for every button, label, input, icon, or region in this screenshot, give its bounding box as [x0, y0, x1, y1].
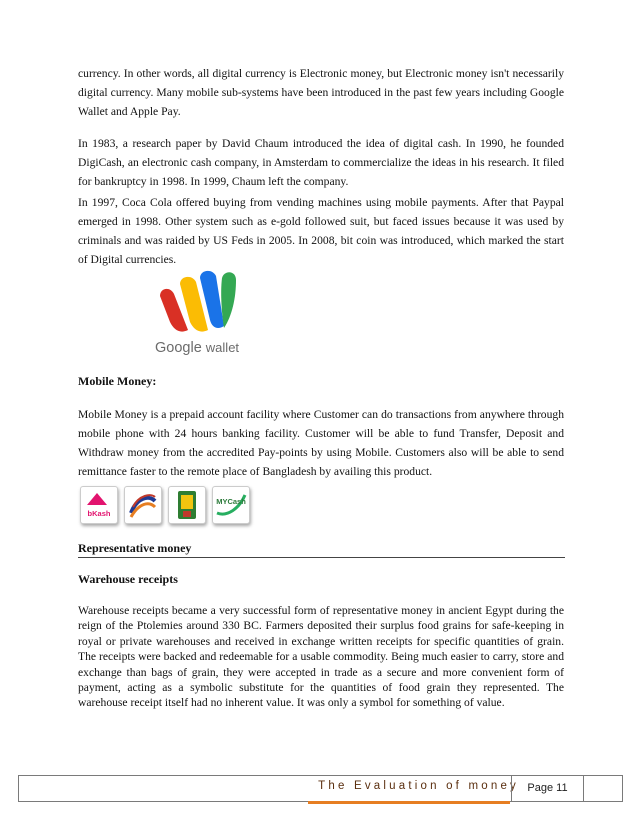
paragraph-mobile-payments-history: In 1997, Coca Cola offered buying from vending machines using mobile payments. After that Paypal emerged in 1998. Other system such as e-gold followed suit, but faced issues because it was used by criminals and was raided by US Feds in 2005. In 2008, bit coin was introduced, which marked the start of Digital currencies. [78, 196, 564, 266]
heading-mobile-money: Mobile Money: [78, 374, 157, 388]
paragraph-warehouse-receipts: Warehouse receipts became a very successful form of representative money in ancient Egypt during the reign of the Ptolemies around 330 BC. Farmers deposited their surplus food grains for safe-keeping in royal or private warehouses and received in exchange written receipts for specific quantities of grain. The receipts were backed and redeemable for a usable commodity. Being much easier to carry, store and exchange than bags of grain, they were accepted in trade as a secure and more convenient form of payment, acting as a symbolic substitute for the quantities of food grain they represented. The warehouse receipt itself had no inherent value. It was only a symbol for something of value. [78, 604, 564, 710]
google-wallet-logo [150, 268, 260, 364]
bkash-label: bKash [87, 509, 111, 518]
logo-google-text: Google [155, 340, 202, 356]
paragraph-digital-currency: currency. In other words, all digital currency is Electronic money, but Electronic money isn't necessarily digital currency. Many mobile sub-systems have been introduced in the past few years including Google Wallet and Apple Pay. [78, 67, 564, 118]
footer-title: The Evaluation of money [318, 780, 519, 792]
page-footer [18, 775, 623, 802]
google-wallet-icon [150, 268, 260, 338]
ucash-icon [168, 486, 206, 524]
logo-wallet-text: wallet [205, 340, 240, 355]
footer-accent-bar [308, 801, 510, 804]
paragraph-digicash-history: In 1983, a research paper by David Chaum introduced the idea of digital cash. In 1990, he founded DigiCash, an electronic cash company, in Amsterdam to commercialize the ideas in his research. It filed for bankruptcy in 1998. In 1999, Chaum left the company. [78, 137, 564, 188]
mobile-banking-logos [78, 486, 248, 526]
section-divider [78, 557, 565, 558]
heading-warehouse-receipts: Warehouse receipts [78, 572, 178, 586]
heading-representative-money: Representative money [78, 541, 192, 555]
mycash-icon [212, 486, 250, 524]
footer-page-number: Page 11 [511, 776, 584, 801]
dbbl-icon [124, 486, 162, 524]
bkash-icon [80, 486, 118, 524]
paragraph-mobile-money: Mobile Money is a prepaid account facility where Customer can do transactions from anywhere through mobile phone with 24 hours banking facility. Customer will be able to fund Transfer, Deposit and Withdraw money from the accredited Pay-points by using Mobile. Customers also will be able to send remittance faster to the remote place of Bangladesh by availing this product. [78, 408, 564, 478]
mycash-label: MYCash [216, 497, 246, 506]
